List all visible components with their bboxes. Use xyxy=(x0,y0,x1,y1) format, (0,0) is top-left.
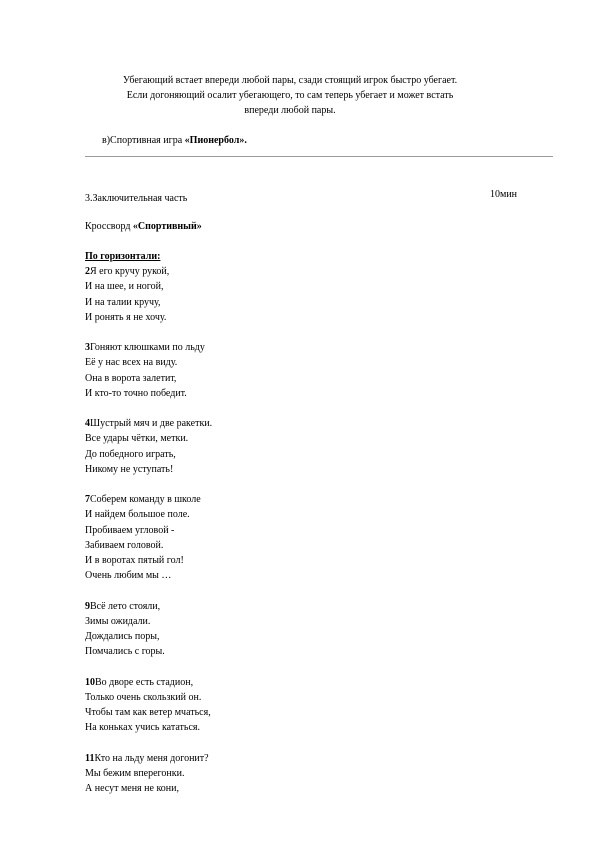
riddle-line xyxy=(85,416,212,431)
riddle-line xyxy=(85,553,212,568)
riddle-item xyxy=(85,675,212,736)
riddle-line xyxy=(85,644,212,659)
riddle-text: И на шее, и ногой, xyxy=(85,281,164,293)
intro-line-3: впереди любой пары. xyxy=(244,105,336,117)
riddle-line xyxy=(85,614,212,629)
riddle-text: Забиваем головой. xyxy=(85,539,164,551)
riddle-line xyxy=(85,431,212,446)
riddle-text: Все удары чётки, метки. xyxy=(85,433,189,445)
section-duration: 10мин xyxy=(490,189,518,200)
riddle-text: Всё лето стояли, xyxy=(90,600,161,612)
riddle-line xyxy=(85,386,212,401)
riddle-text: Пробиваем угловой - xyxy=(85,524,175,536)
riddle-number: 3 xyxy=(85,342,90,354)
intro-paragraph xyxy=(0,73,580,119)
riddle-number: 9 xyxy=(85,600,90,612)
game-name: «Пионербол». xyxy=(184,135,247,146)
riddle-text: Во дворе есть стадион, xyxy=(95,676,194,688)
riddle-item xyxy=(85,264,212,325)
riddle-text: Никому не уступать! xyxy=(85,463,174,475)
riddle-text: И кто-то точно победит. xyxy=(85,387,187,399)
riddle-text: Шустрый мяч и две ракетки. xyxy=(90,418,213,430)
riddle-text: Её у нас всех на виду. xyxy=(85,357,178,369)
riddle-text: На коньках учись кататься. xyxy=(85,722,200,734)
riddle-text: Только очень скользкий он. xyxy=(85,691,202,703)
intro-line-1: Убегающий встает впереди любой пары, сзади стоящий игрок быстро убегает. xyxy=(122,75,458,86)
riddle-line xyxy=(85,675,212,690)
riddle-line xyxy=(85,781,212,796)
riddle-line xyxy=(85,279,212,294)
riddle-line xyxy=(85,340,212,355)
riddle-item xyxy=(85,340,212,401)
crossword-title xyxy=(85,219,202,234)
riddle-text: А несут меня не кони, xyxy=(85,783,179,795)
riddle-line xyxy=(85,295,212,310)
riddle-item xyxy=(85,416,212,477)
riddle-line xyxy=(85,507,212,522)
riddle-line xyxy=(85,355,212,370)
riddle-item xyxy=(85,492,212,583)
riddle-text: Гоняют клюшками по льду xyxy=(90,342,205,354)
riddle-line xyxy=(85,599,212,614)
riddle-text: И на талии кручу, xyxy=(85,296,161,308)
riddles-list xyxy=(85,249,212,796)
riddle-container xyxy=(85,264,212,796)
riddle-line xyxy=(85,462,212,477)
riddle-text: Дождались поры, xyxy=(85,631,160,643)
riddle-number: 4 xyxy=(85,418,90,430)
crossword-prefix: Кроссворд xyxy=(85,221,133,232)
across-heading: По горизонтали: xyxy=(85,251,161,262)
riddle-line xyxy=(85,766,212,781)
game-prefix: в)Спортивная игра xyxy=(102,135,185,146)
riddle-line xyxy=(85,705,212,720)
riddle-text: Соберем команду в школе xyxy=(90,494,201,506)
riddle-line xyxy=(85,751,212,766)
riddle-text: Она в ворота залетит, xyxy=(85,372,177,384)
riddle-text: И ронять я не хочу. xyxy=(85,311,167,323)
game-title xyxy=(102,133,247,148)
section-title: 3.Заключительная часть xyxy=(85,193,188,204)
riddle-number: 11 xyxy=(85,752,95,764)
riddle-text: Помчались с горы. xyxy=(85,646,165,658)
riddle-number: 7 xyxy=(85,494,90,506)
riddle-line xyxy=(85,538,212,553)
riddle-line xyxy=(85,371,212,386)
riddle-line xyxy=(85,492,212,507)
riddle-line xyxy=(85,447,212,462)
riddle-line xyxy=(85,310,212,325)
riddle-text: До победного играть, xyxy=(85,448,176,460)
riddle-text: Мы бежим вперегонки. xyxy=(85,767,185,779)
riddle-line xyxy=(85,264,212,279)
riddle-text: И найдем большое поле. xyxy=(85,509,190,521)
riddle-number: 2 xyxy=(85,266,90,278)
crossword-name: «Спортивный» xyxy=(132,221,202,232)
riddle-text: Зимы ожидали. xyxy=(85,615,151,627)
intro-line-2: Если догоняющий осалит убегающего, то сам теперь убегает и может встать xyxy=(126,90,454,102)
riddle-number: 10 xyxy=(85,676,95,688)
riddle-text: Чтобы там как ветер мчаться, xyxy=(85,707,211,719)
riddle-text: Я его кручу рукой, xyxy=(90,266,170,278)
riddle-line xyxy=(85,720,212,735)
riddle-line xyxy=(85,568,212,583)
riddle-line xyxy=(85,629,212,644)
riddle-text: Очень любим мы … xyxy=(85,570,172,582)
riddle-line xyxy=(85,690,212,705)
riddle-item xyxy=(85,599,212,660)
riddle-item xyxy=(85,751,212,797)
riddle-text: И в воротах пятый гол! xyxy=(85,555,184,567)
riddle-line xyxy=(85,523,212,538)
horizontal-divider xyxy=(85,156,553,157)
riddle-text: Кто на льду меня догонит? xyxy=(94,752,209,764)
